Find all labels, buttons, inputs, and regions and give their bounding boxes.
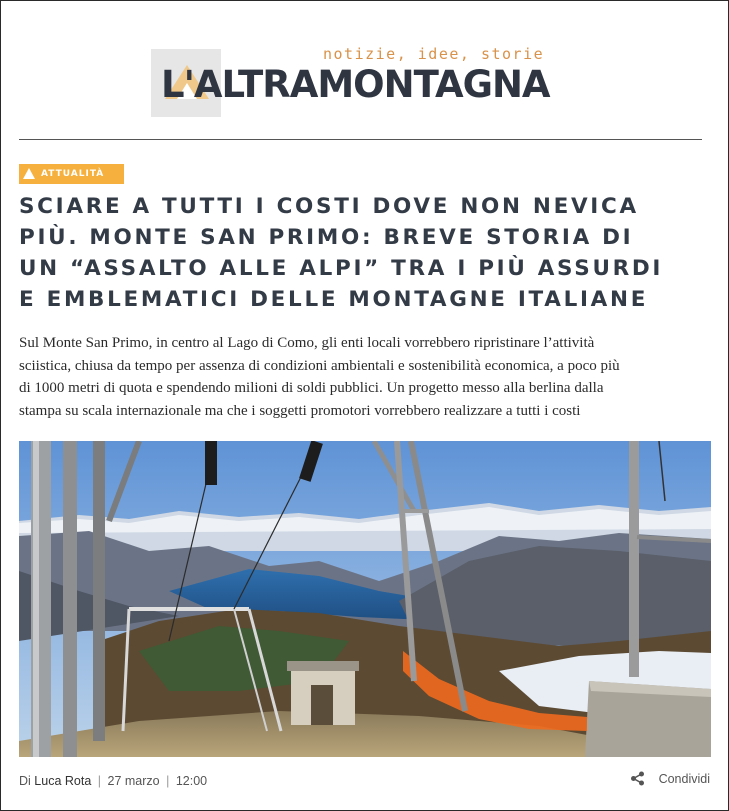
article-headline xyxy=(19,191,709,315)
article-date: 27 marzo xyxy=(107,774,160,788)
lead-line: di 1000 metri di quota e spendendo milioni di soldi pubblici. Un progetto messo alla berlina dalla xyxy=(19,380,604,396)
lead-line: sciistica, chiusa da tempo per assenza di condizioni ambientali e sostenibilità economica, a poco più xyxy=(19,357,620,374)
share-button[interactable] xyxy=(630,771,710,786)
article-lead xyxy=(19,332,709,422)
category-badge[interactable] xyxy=(19,164,124,184)
byline-separator: | xyxy=(166,774,170,788)
site-tagline: notizie, idee, storie xyxy=(323,45,545,63)
share-label: Condividi xyxy=(658,771,710,786)
hero-image[interactable] xyxy=(19,441,711,757)
byline-prefix: Di xyxy=(19,774,31,788)
headline-line: PIÙ. MONTE SAN PRIMO: BREVE STORIA DI xyxy=(19,225,634,250)
header-divider xyxy=(19,139,702,140)
headline-line: E EMBLEMATICI DELLE MONTAGNE ITALIANE xyxy=(19,287,649,312)
site-logo[interactable] xyxy=(151,45,581,119)
headline-line: UN “ASSALTO ALLE ALPI” TRA I PIÙ ASSURDI xyxy=(19,256,664,281)
article-time: 12:00 xyxy=(175,774,208,788)
share-icon xyxy=(630,771,645,786)
lead-line: Sul Monte San Primo, in centro al Lago di Como, gli enti locali vorrebbero ripristinare l’attività xyxy=(19,335,595,351)
headline-line: SCIARE A TUTTI I COSTI DOVE NON NEVICA xyxy=(19,194,639,219)
site-brand: L'ALTRAMONTAGNA xyxy=(161,63,550,106)
category-label: ATTUALITÀ xyxy=(41,169,105,179)
byline-separator: | xyxy=(97,774,102,788)
author-link[interactable]: Luca Rota xyxy=(34,774,92,788)
article-byline xyxy=(19,774,207,788)
lead-line: stampa su scala internazionale ma che i soggetti promotori vorrebbero realizzare a tutti i costi xyxy=(19,402,581,419)
hero-photo xyxy=(19,441,711,757)
mountain-icon xyxy=(23,168,35,179)
